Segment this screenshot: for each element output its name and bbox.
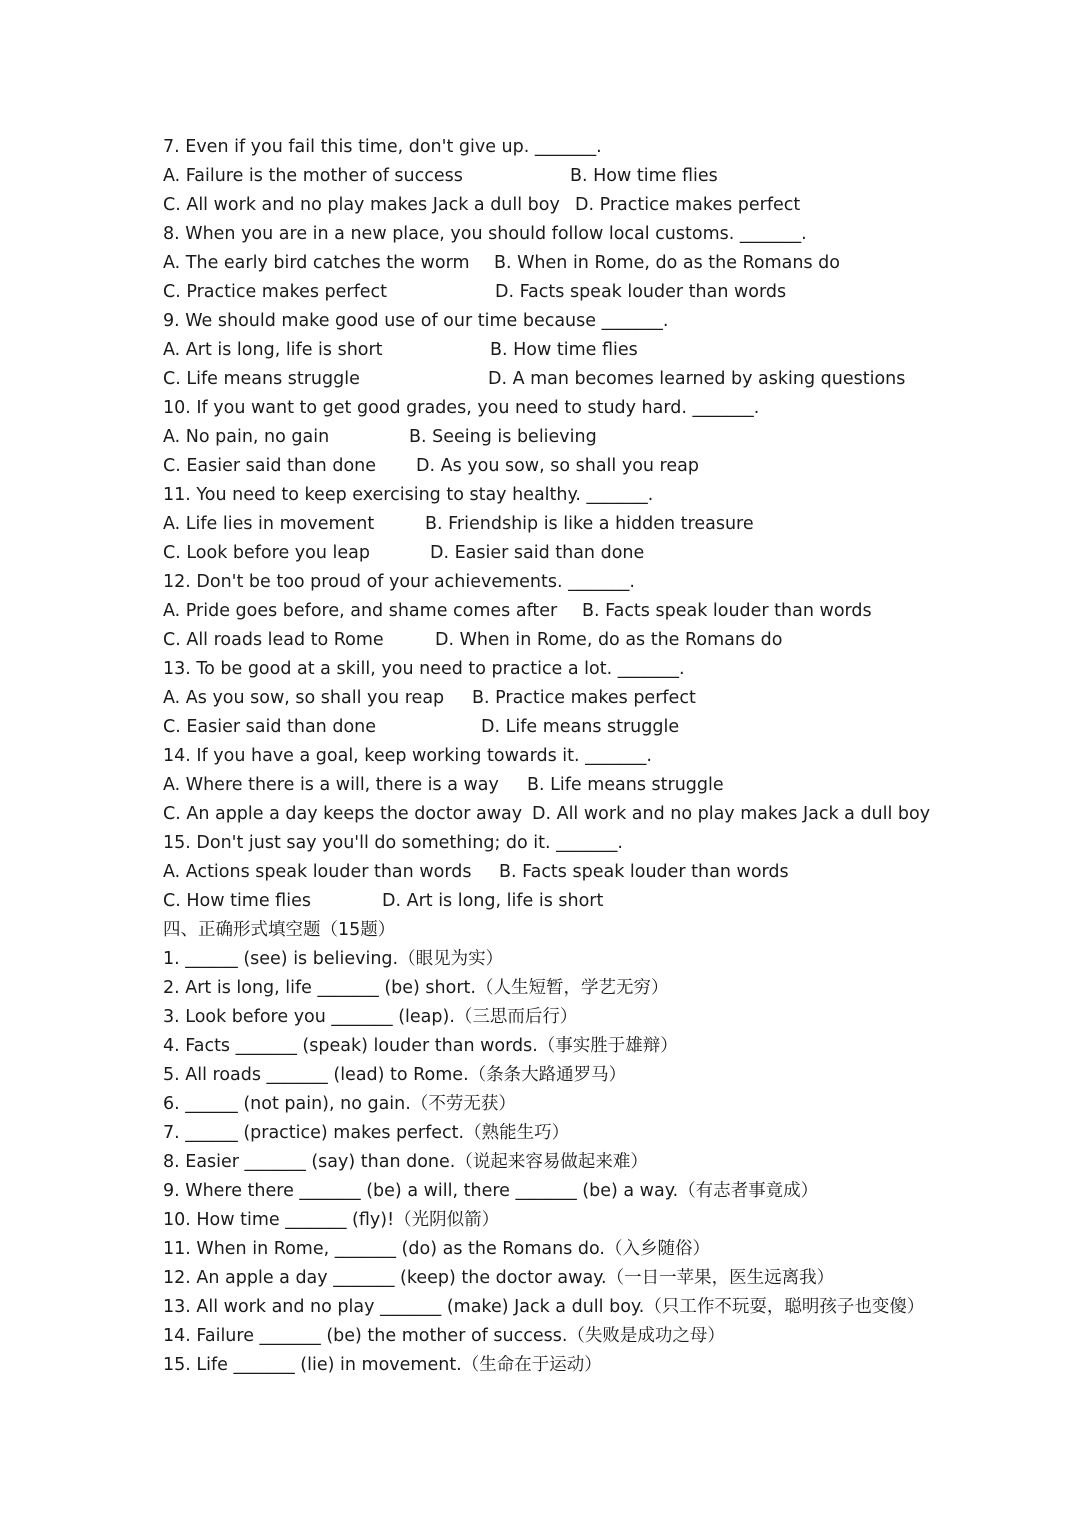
question-stem: 15. Don't just say you'll do something; do it. _______. [163, 833, 623, 853]
question-stem: 14. If you have a goal, keep working towards it. _______. [163, 746, 652, 766]
fill-blank-item: 3. Look before you _______ (leap).（三思而后行） [163, 1007, 578, 1027]
question-stem: 12. Don't be too proud of your achievements. _______. [163, 572, 635, 592]
option-row [163, 626, 963, 655]
option-d: D. Easier said than done [430, 543, 645, 563]
option-row [163, 858, 963, 887]
fill-blank-item: 5. All roads _______ (lead) to Rome.（条条大路通罗马） [163, 1065, 627, 1085]
option-c: C. How time flies [163, 891, 311, 911]
option-b: B. Facts speak louder than words [582, 601, 872, 621]
option-b: B. Life means struggle [527, 775, 724, 795]
option-d: D. Practice makes perfect [575, 195, 801, 215]
option-c: C. An apple a day keeps the doctor away [163, 804, 523, 824]
option-c: C. All roads lead to Rome [163, 630, 384, 650]
option-a: A. As you sow, so shall you reap [163, 688, 445, 708]
option-d: D. Art is long, life is short [382, 891, 604, 911]
option-row [163, 278, 963, 307]
option-row [163, 191, 963, 220]
option-row [163, 771, 963, 800]
option-a: A. No pain, no gain [163, 427, 330, 447]
option-row [163, 423, 963, 452]
option-b: B. Practice makes perfect [472, 688, 696, 708]
option-a: A. Art is long, life is short [163, 340, 383, 360]
section-title: 四、正确形式填空题（15题） [163, 920, 396, 940]
option-b: B. How time flies [490, 340, 638, 360]
fill-blank-item: 1. ______ (see) is believing.（眼见为实） [163, 949, 504, 969]
fill-blank-item: 9. Where there _______ (be) a will, there _______ (be) a way.（有志者事竟成） [163, 1181, 819, 1201]
option-b: B. Friendship is like a hidden treasure [425, 514, 754, 534]
option-c: C. Easier said than done [163, 717, 377, 737]
option-d: D. A man becomes learned by asking questions [488, 369, 906, 389]
question-stem: 8. When you are in a new place, you should follow local customs. _______. [163, 224, 807, 244]
option-row [163, 336, 963, 365]
option-row [163, 452, 963, 481]
option-a: A. Pride goes before, and shame comes after [163, 601, 558, 621]
fill-blank-item: 11. When in Rome, _______ (do) as the Romans do.（入乡随俗） [163, 1239, 710, 1259]
option-c: C. Look before you leap [163, 543, 370, 563]
question-stem: 7. Even if you fail this time, don't give up. _______. [163, 137, 602, 157]
option-c: C. All work and no play makes Jack a dull boy [163, 195, 560, 215]
question-stem: 10. If you want to get good grades, you need to study hard. _______. [163, 398, 760, 418]
option-b: B. How time flies [570, 166, 718, 186]
question-stem: 11. You need to keep exercising to stay healthy. _______. [163, 485, 654, 505]
worksheet-content [163, 133, 963, 1380]
fill-blank-item: 10. How time _______ (fly)!（光阴似箭） [163, 1210, 500, 1230]
fill-blank-item: 8. Easier _______ (say) than done.（说起来容易做起来难） [163, 1152, 648, 1172]
fill-blank-item: 13. All work and no play _______ (make) Jack a dull boy.（只工作不玩耍，聪明孩子也变傻） [163, 1297, 925, 1317]
fill-blank-item: 4. Facts _______ (speak) louder than words.（事实胜于雄辩） [163, 1036, 678, 1056]
option-row [163, 539, 963, 568]
option-row [163, 684, 963, 713]
question-stem: 13. To be good at a skill, you need to practice a lot. _______. [163, 659, 685, 679]
option-d: D. Life means struggle [481, 717, 680, 737]
option-d: D. All work and no play makes Jack a dull boy [532, 804, 931, 824]
fill-blank-item: 7. ______ (practice) makes perfect.（熟能生巧） [163, 1123, 570, 1143]
option-b: B. Facts speak louder than words [499, 862, 789, 882]
option-row [163, 510, 963, 539]
question-stem: 9. We should make good use of our time because _______. [163, 311, 669, 331]
option-c: C. Easier said than done [163, 456, 377, 476]
option-row [163, 162, 963, 191]
option-row [163, 597, 963, 626]
option-b: B. When in Rome, do as the Romans do [494, 253, 840, 273]
fill-blank-item: 6. ______ (not pain), no gain.（不劳无获） [163, 1094, 516, 1114]
option-row [163, 249, 963, 278]
fill-blank-item: 12. An apple a day _______ (keep) the doctor away.（一日一苹果，医生远离我） [163, 1268, 835, 1288]
option-a: A. Failure is the mother of success [163, 166, 463, 186]
option-d: D. When in Rome, do as the Romans do [435, 630, 783, 650]
fill-blank-item: 15. Life _______ (lie) in movement.（生命在于运动） [163, 1355, 602, 1375]
option-row [163, 365, 963, 394]
fill-blank-item: 2. Art is long, life _______ (be) short.（人生短暂，学艺无穷） [163, 978, 669, 998]
option-row [163, 713, 963, 742]
option-a: A. Where there is a will, there is a way [163, 775, 499, 795]
option-d: D. Facts speak louder than words [495, 282, 787, 302]
option-c: C. Life means struggle [163, 369, 360, 389]
option-a: A. Life lies in movement [163, 514, 375, 534]
option-d: D. As you sow, so shall you reap [416, 456, 699, 476]
option-row [163, 800, 963, 829]
option-a: A. The early bird catches the worm [163, 253, 470, 273]
option-c: C. Practice makes perfect [163, 282, 388, 302]
option-row [163, 887, 963, 916]
option-b: B. Seeing is believing [409, 427, 597, 447]
fill-blank-item: 14. Failure _______ (be) the mother of success.（失败是成功之母） [163, 1326, 725, 1346]
option-a: A. Actions speak louder than words [163, 862, 472, 882]
